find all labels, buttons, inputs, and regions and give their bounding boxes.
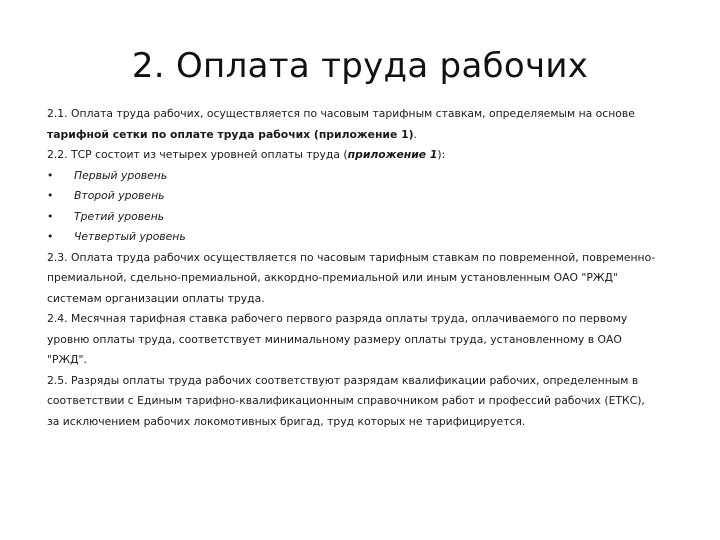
paragraph-2-2-end: ): (437, 148, 446, 161)
bullet-icon: • (47, 209, 54, 223)
paragraph-2-3-line-2: премиальной, сдельно-премиальной, аккордно-премиальной или иным установленным ОАО "РЖД" (47, 271, 618, 284)
bullet-icon: • (47, 189, 54, 202)
slide-title: 2. Оплата труда рабочих (131, 46, 589, 86)
paragraph-2-1-line-1: 2.1. Оплата труда рабочих, осуществляется по часовым тарифным ставкам, определяемым на основе (47, 107, 635, 120)
paragraph-2-5-line-1: 2.5. Разряды оплаты труда рабочих соответствуют разрядам квалификации рабочих, определенным в (47, 373, 639, 387)
list-item-label: Первый уровень (74, 168, 168, 182)
paragraph-2-3-line-1: 2.3. Оплата труда рабочих осуществляется по часовым тарифным ставкам по повременной, повременно- (47, 250, 656, 264)
tariff-grid-reference: тарифной сетки по оплате труда рабочих (приложение 1) (47, 127, 414, 141)
slide-body (47, 104, 687, 432)
paragraph-2-2 (47, 145, 687, 166)
paragraph-2-2-start: 2.2. ТСР состоит из четырех уровней оплаты труда ( (47, 148, 348, 161)
list-item-label: Четвертый уровень (74, 230, 186, 243)
appendix-reference: приложение 1 (347, 148, 438, 161)
bullet-icon: • (47, 230, 54, 243)
paragraph-2-4-line-2: уровню оплаты труда, соответствует минимальному размеру оплаты труда, установленному в ОАО (47, 332, 622, 346)
paragraph-2-3-line-3: системам организации оплаты труда. (47, 291, 265, 305)
list-item (47, 186, 687, 207)
bullet-icon: • (47, 168, 54, 182)
paragraph-2-1-end: . (413, 127, 417, 141)
list-item-label: Третий уровень (74, 209, 165, 223)
list-item (47, 227, 687, 248)
list-item (47, 207, 687, 228)
paragraph-2-5-line-2: соответствии с Единым тарифно-квалификационным справочником работ и профессий рабочих (ЕТКС), (47, 394, 645, 407)
list-item-label: Второй уровень (74, 189, 165, 202)
paragraph-2-5-line-3: за исключением рабочих локомотивных бригад, труд которых не тарифицируется. (47, 414, 526, 428)
list-item (47, 166, 687, 187)
paragraph-2-4-line-3: "РЖД". (47, 353, 87, 366)
paragraph-2-4-line-1: 2.4. Месячная тарифная ставка рабочего первого разряда оплаты труда, оплачиваемого по первому (47, 312, 628, 325)
paragraph-2-1-line-2 (47, 125, 687, 146)
